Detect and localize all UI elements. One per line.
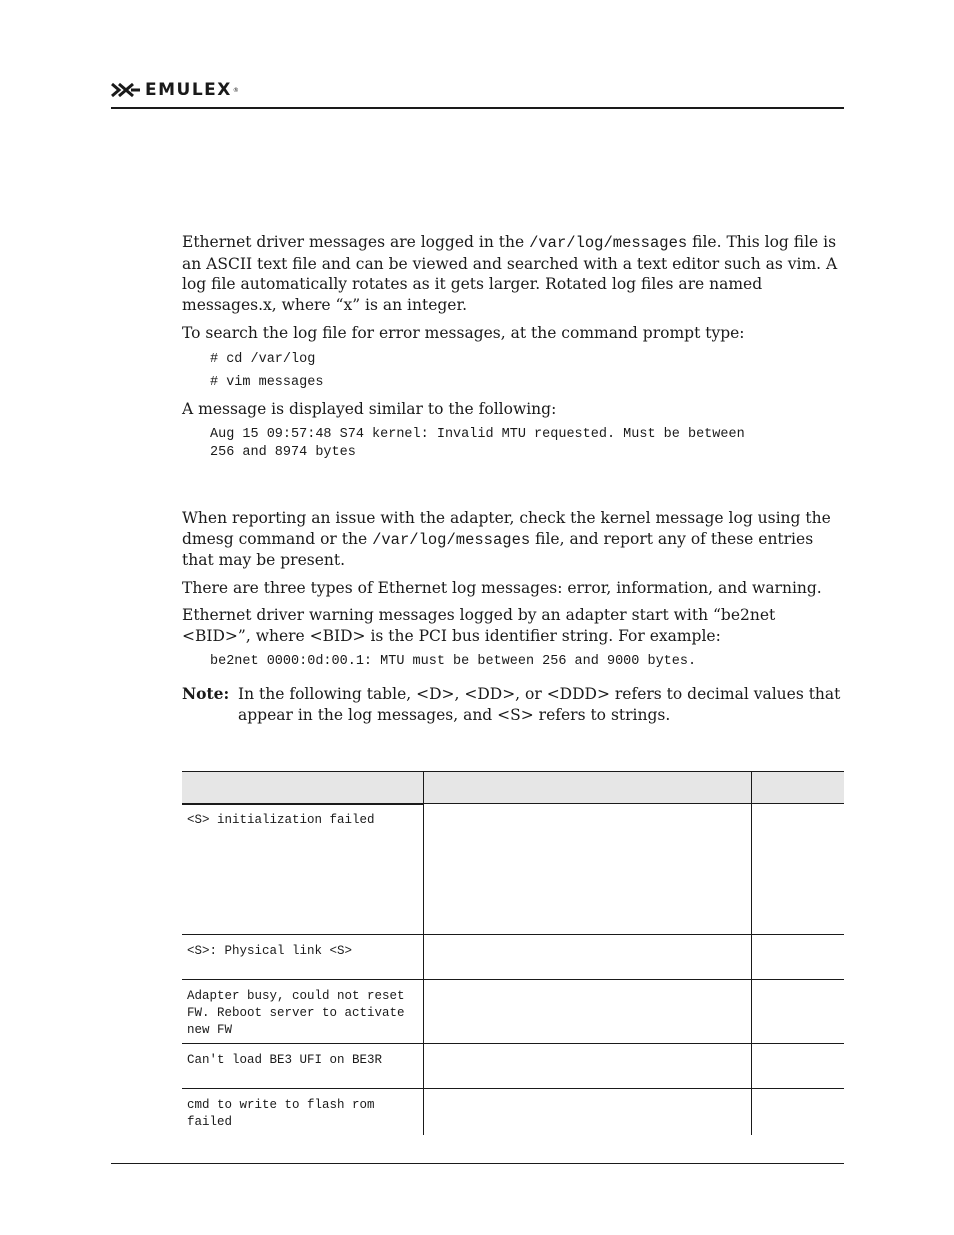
- description-cell: [423, 935, 751, 980]
- header-rule: [111, 107, 844, 109]
- paragraph-sample-intro: A message is displayed similar to the following:: [182, 399, 557, 418]
- description-cell: [423, 1089, 751, 1136]
- description-cell: [423, 804, 751, 935]
- footer-rule: [111, 1163, 844, 1164]
- message-cell: Can't load BE3 UFI on BE3R: [182, 1044, 423, 1089]
- type-cell: [751, 935, 844, 980]
- description-cell: [423, 980, 751, 1044]
- example-warning-line: be2net 0000:0d:00.1: MTU must be between 256 and 9000 bytes.: [210, 654, 697, 669]
- type-cell: [751, 980, 844, 1044]
- table-header-row: [182, 772, 844, 804]
- table-header-cell-3: [751, 772, 844, 804]
- table-row: [182, 980, 844, 1044]
- type-cell: [751, 1089, 844, 1136]
- log-messages-table: [182, 771, 844, 1135]
- paragraph-warning-prefix: Ethernet driver warning messages logged by an adapter start with “be2net <BID>”, where <BID> is the PCI bus identifier string. For example:: [182, 606, 776, 645]
- paragraph-message-types: There are three types of Ethernet log messages: error, information, and warning.: [182, 578, 822, 597]
- paragraph-reporting: When reporting an issue with the adapter, check the kernel message log using the dmesg command or the /var/log/messages file, and report any of these entries that may be present.: [182, 509, 831, 569]
- sample-message-line-2: 256 and 8974 bytes: [210, 445, 356, 460]
- path-var-log-messages-2: /var/log/messages: [372, 530, 531, 549]
- table-row: [182, 804, 844, 935]
- paragraph-log-location: Ethernet driver messages are logged in the /var/log/messages file. This log file is an ASCII text file and can be viewed and searched with a text editor such as vim. A log file automatically rotates as it gets larger. Rotated log files are named messages.x, where “x” is an integer.: [182, 233, 838, 314]
- note-label: Note:: [182, 684, 230, 703]
- table-header-cell-1: [182, 772, 423, 804]
- type-cell: [751, 804, 844, 935]
- message-cell: <S>: Physical link <S>: [182, 935, 423, 980]
- note-text: In the following table, <D>, <DD>, or <DDD> refers to decimal values that appear in the log messages, and <S> refers to strings.: [238, 685, 841, 724]
- description-cell: [423, 1044, 751, 1089]
- table-row: [182, 1044, 844, 1089]
- command-cd: # cd /var/log: [210, 351, 316, 367]
- paragraph-search-instructions: To search the log file for error messages, at the command prompt type:: [182, 324, 745, 342]
- table-row: [182, 935, 844, 980]
- body-content: [182, 232, 844, 725]
- message-cell: <S> initialization failed: [182, 804, 423, 935]
- logo-wordmark: EMULEX: [145, 80, 232, 100]
- message-cell: cmd to write to flash rom failed: [182, 1089, 423, 1136]
- table-row: [182, 1089, 844, 1136]
- path-var-log-messages: /var/log/messages: [529, 234, 688, 252]
- emulex-mark-icon: [111, 82, 141, 98]
- note: [182, 684, 844, 725]
- sample-message-line-1: Aug 15 09:57:48 S74 kernel: Invalid MTU requested. Must be between: [210, 427, 745, 442]
- emulex-logo: [111, 80, 239, 100]
- table-header-cell-2: [423, 772, 751, 804]
- type-cell: [751, 1044, 844, 1089]
- logo-trademark: ®: [232, 86, 239, 94]
- command-vim: # vim messages: [210, 374, 324, 390]
- message-cell: Adapter busy, could not reset FW. Reboot server to activate new FW: [182, 980, 423, 1044]
